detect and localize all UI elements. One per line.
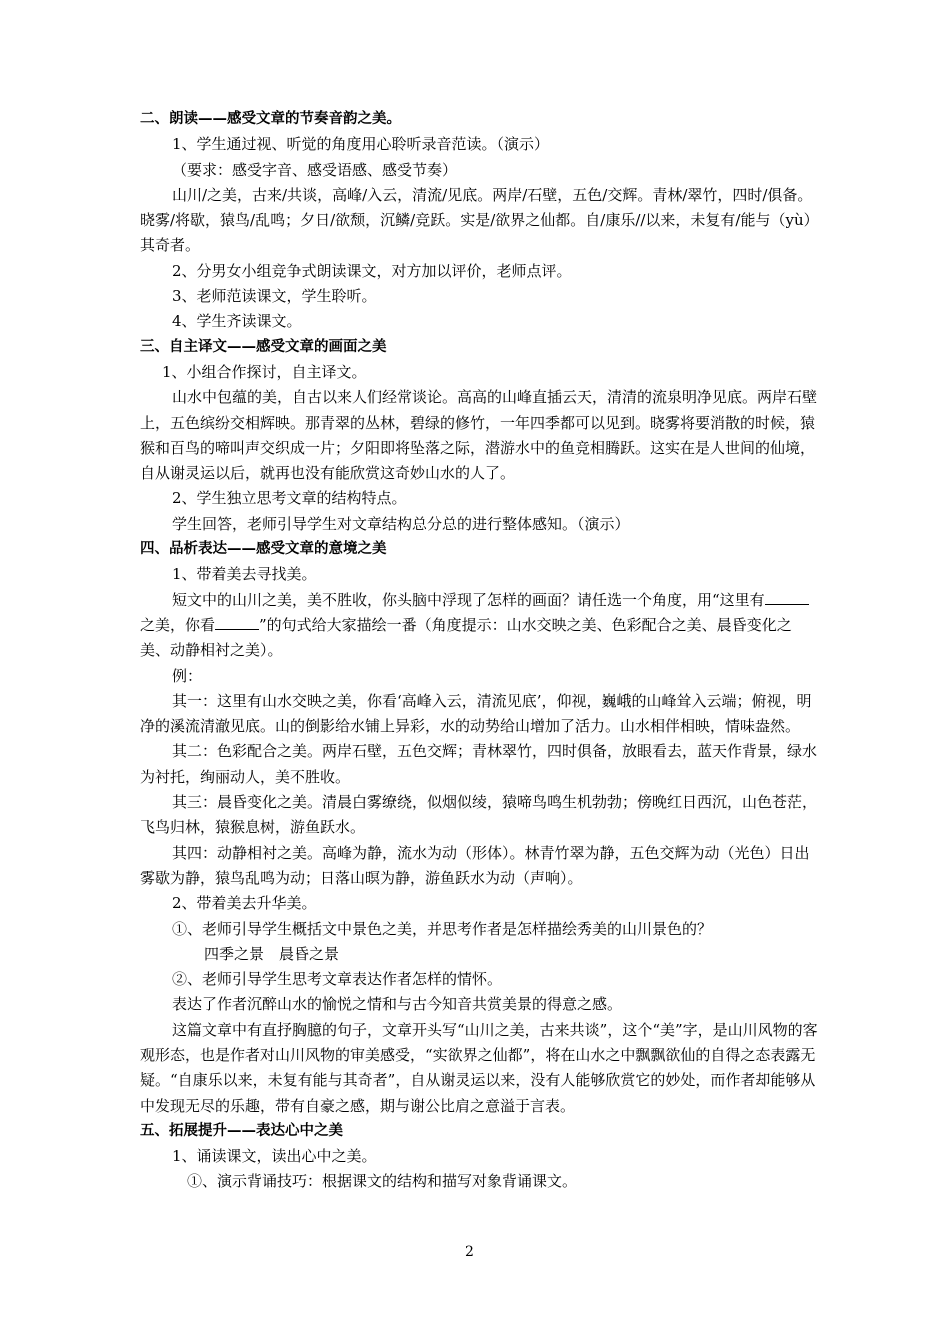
paragraph: 1、诵读课文，读出心中之美。 — [172, 1147, 377, 1166]
paragraph: 其二：色彩配合之美。两岸石壁，五色交辉；青林翠竹，四时俱备，放眼看去，蓝天作背景，绿水为衬托，绚丽动人，美不胜收。 — [140, 742, 818, 786]
section-heading-3: 三、自主译文——感受文章的画面之美 — [140, 338, 387, 355]
text-run: ”的句式给大家描绘一番（角度提示：山水交映之美、色彩配合之美、晨昏变化之美、动静相衬之美）。 — [140, 615, 792, 660]
paragraph: 1、小组合作探讨，自主译文。 — [162, 362, 367, 381]
paragraph: 4、学生齐读课文。 — [172, 312, 302, 331]
paragraph: 例： — [172, 666, 203, 685]
document-body — [140, 107, 820, 1195]
paragraph: ②、老师引导学生思考文章表达作者怎样的情怀。 — [172, 970, 503, 989]
paragraph: 其四：动静相衬之美。高峰为静，流水为动（形体）。林青竹翠为静，五色交辉为动（光色）日出雾歇为静，猿鸟乱鸣为动；日落山暝为静，游鱼跃水为动（声响）。 — [140, 843, 810, 887]
paragraph: 2、分男女小组竞争式朗读课文，对方加以评价，老师点评。 — [172, 261, 572, 280]
paragraph: 其一：这里有山水交映之美，你看‘高峰入云，清流见底’，仰视，巍峨的山峰耸入云端；俯视，明净的溪流清澈见底。山的倒影给水铺上异彩，水的动势给山增加了活力。山水相伴相映，情味盎然。 — [140, 691, 812, 736]
paragraph: 四季之景 晨昏之景 — [204, 944, 340, 963]
paragraph: 2、学生独立思考文章的结构特点。 — [172, 489, 407, 508]
paragraph: （要求：感受字音、感受语感、感受节奏） — [172, 160, 458, 179]
section-heading-5: 五、拓展提升——表达心中之美 — [140, 1122, 343, 1139]
paragraph: 山水中包蕴的美，自古以来人们经常谈论。高高的山峰直插云天，清清的流泉明净见底。两岸石壁上，五色缤纷交相辉映。那青翠的丛林，碧绿的修竹，一年四季都可以见到。晓雾将要消散的时候，猿猴和百鸟的啼叫声交织成一片；夕阳即将坠落之际，潜游水中的鱼竞相腾跃。这实在是人世间的仙境，自从谢灵运以后，就再也没有能欣赏这奇妙山水的人了。 — [140, 388, 818, 483]
section-heading-2: 二、朗读——感受文章的节奏音韵之美。 — [140, 111, 401, 127]
paragraph: 1、学生通过视、听觉的角度用心聆听录音范读。（演示） — [172, 135, 550, 154]
paragraph: 学生回答，老师引导学生对文章结构总分总的进行整体感知。（演示） — [172, 514, 630, 533]
section-heading-4: 四、品析表达——感受文章的意境之美 — [140, 541, 387, 558]
blank-line — [765, 588, 809, 605]
text-run: 之美，你看 — [140, 615, 216, 634]
paragraph: 其三：晨昏变化之美。清晨白雾缭绕，似烟似绫，猿啼鸟鸣生机勃勃；傍晚红日西沉，山色苍茫，飞鸟归林，猿猴息树，游鱼跃水。 — [140, 793, 818, 837]
paragraph: ①、演示背诵技巧：根据课文的结构和描写对象背诵课文。 — [187, 1172, 578, 1191]
paragraph: 3、老师范读课文，学生聆听。 — [172, 287, 377, 306]
page-number: 2 — [465, 1244, 474, 1260]
paragraph: 这篇文章中有直抒胸臆的句子，文章开头写“山川之美，古来共谈”，这个“美”字，是山川风物的客观形态，也是作者对山川风物的审美感受，“实欲界之仙都”，将在山水之中飘飘欲仙的自得之态表露无疑。“自康乐以来，未复有能与其奇者”，自从谢灵运以来，没有人能够欣赏它的妙处，而作者却能够从中发现无尽的乐趣，带有自豪之感，期与谢公比肩之意溢于言表。 — [140, 1020, 818, 1115]
paragraph: 山川/之美，古来/共谈，高峰/入云，清流/见底。两岸/石壁，五色/交辉。青林/翠竹，四时/俱备。晓雾/将歇，猿鸟/乱鸣；夕日/欲颓，沉鳞/竞跃。实是/欲界之仙都。自/康乐//以来，未复有/能与（yù）其奇者。 — [140, 185, 819, 255]
paragraph: 2、带着美去升华美。 — [172, 894, 317, 913]
paragraph — [140, 588, 820, 664]
paragraph: ①、老师引导学生概括文中景色之美，并思考作者是怎样描绘秀美的山川景色的？ — [172, 919, 713, 938]
text-run: 短文中的山川之美，美不胜收，你头脑中浮现了怎样的画面？请任选一个角度，用“这里有 — [172, 590, 765, 609]
paragraph: 表达了作者沉醉山水的愉悦之情和与古今知音共赏美景的得意之感。 — [172, 995, 623, 1014]
paragraph: 1、带着美去寻找美。 — [172, 565, 317, 584]
blank-line — [215, 613, 259, 630]
